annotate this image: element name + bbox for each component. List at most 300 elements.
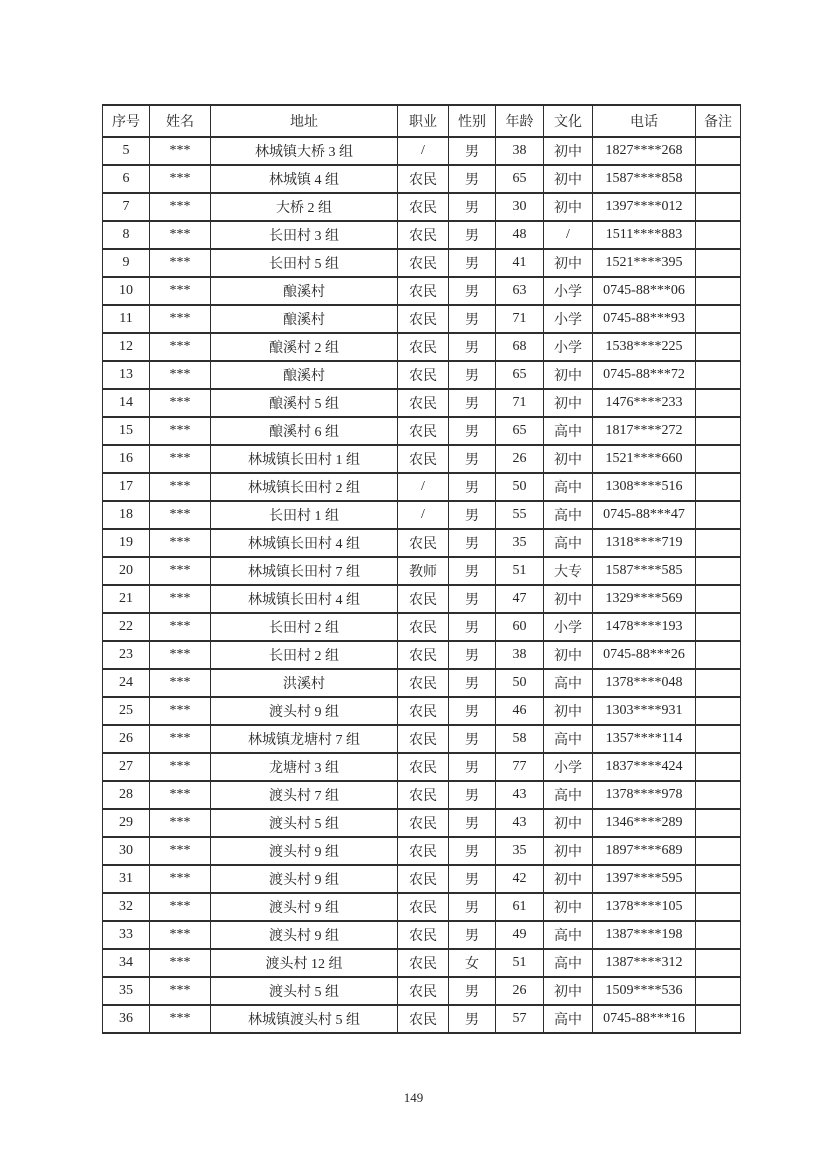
table-cell: [696, 333, 741, 361]
table-cell: /: [398, 501, 449, 529]
table-cell: 农民: [398, 221, 449, 249]
table-cell: 58: [496, 725, 544, 753]
table-row: [103, 165, 741, 193]
table-cell: [696, 949, 741, 977]
table-cell: 农民: [398, 949, 449, 977]
table-cell: 36: [103, 1005, 150, 1033]
table-cell: 18: [103, 501, 150, 529]
table-cell: 酿溪村 2 组: [211, 333, 398, 361]
table-cell: [696, 781, 741, 809]
table-row: [103, 977, 741, 1005]
table-header-cell: 地址: [211, 105, 398, 137]
table-row: [103, 445, 741, 473]
table-cell: 高中: [544, 1005, 593, 1033]
table-cell: 高中: [544, 725, 593, 753]
table-cell: 1817****272: [593, 417, 696, 445]
table-row: [103, 137, 741, 165]
table-row: [103, 249, 741, 277]
table-cell: 49: [496, 921, 544, 949]
table-cell: 38: [496, 641, 544, 669]
table-row: [103, 725, 741, 753]
table-cell: 1329****569: [593, 585, 696, 613]
table-cell: 女: [449, 949, 496, 977]
table-cell: 高中: [544, 501, 593, 529]
table-cell: 20: [103, 557, 150, 585]
table-cell: 25: [103, 697, 150, 725]
table-row: [103, 585, 741, 613]
table-cell: ***: [150, 669, 211, 697]
table-cell: 小学: [544, 753, 593, 781]
table-cell: 酿溪村: [211, 305, 398, 333]
table-row: [103, 753, 741, 781]
table-cell: 男: [449, 389, 496, 417]
table-cell: 长田村 2 组: [211, 641, 398, 669]
table-cell: 63: [496, 277, 544, 305]
table-cell: 初中: [544, 249, 593, 277]
table-cell: 9: [103, 249, 150, 277]
table-cell: 男: [449, 221, 496, 249]
table-cell: ***: [150, 417, 211, 445]
table-cell: ***: [150, 753, 211, 781]
table-cell: 48: [496, 221, 544, 249]
table-cell: 35: [496, 837, 544, 865]
table-cell: 1318****719: [593, 529, 696, 557]
table-cell: 1378****048: [593, 669, 696, 697]
table-cell: ***: [150, 277, 211, 305]
table-cell: 男: [449, 725, 496, 753]
table-cell: [696, 193, 741, 221]
table-cell: 65: [496, 165, 544, 193]
table-cell: 男: [449, 1005, 496, 1033]
table-row: [103, 837, 741, 865]
table-row: [103, 949, 741, 977]
table-cell: [696, 165, 741, 193]
table-cell: 酿溪村 5 组: [211, 389, 398, 417]
table-cell: 1538****225: [593, 333, 696, 361]
table-row: [103, 501, 741, 529]
table-header-cell: 年龄: [496, 105, 544, 137]
table-cell: 男: [449, 641, 496, 669]
table-cell: 农民: [398, 697, 449, 725]
table-cell: [696, 501, 741, 529]
table-cell: 男: [449, 529, 496, 557]
table-cell: 农民: [398, 529, 449, 557]
table-cell: 高中: [544, 669, 593, 697]
table-cell: 1521****660: [593, 445, 696, 473]
table-cell: ***: [150, 333, 211, 361]
table-cell: 农民: [398, 1005, 449, 1033]
table-cell: 77: [496, 753, 544, 781]
table-cell: 小学: [544, 305, 593, 333]
table-cell: 41: [496, 249, 544, 277]
table-cell: ***: [150, 501, 211, 529]
table-cell: ***: [150, 837, 211, 865]
table-cell: 农民: [398, 445, 449, 473]
table-cell: 男: [449, 193, 496, 221]
table-cell: 农民: [398, 389, 449, 417]
table-cell: 初中: [544, 865, 593, 893]
table-cell: 0745-88***06: [593, 277, 696, 305]
table-row: [103, 417, 741, 445]
table-cell: 渡头村 5 组: [211, 977, 398, 1005]
table-cell: 男: [449, 921, 496, 949]
table-cell: 长田村 5 组: [211, 249, 398, 277]
table-cell: [696, 473, 741, 501]
table-cell: [696, 221, 741, 249]
table-row: [103, 473, 741, 501]
table-cell: 林城镇长田村 7 组: [211, 557, 398, 585]
table-cell: [696, 249, 741, 277]
table-cell: [696, 389, 741, 417]
table-cell: 男: [449, 893, 496, 921]
table-cell: [696, 809, 741, 837]
table-cell: 初中: [544, 977, 593, 1005]
table-cell: [696, 585, 741, 613]
table-cell: 渡头村 9 组: [211, 921, 398, 949]
table-cell: /: [398, 473, 449, 501]
table-cell: 渡头村 9 组: [211, 837, 398, 865]
table-cell: 男: [449, 165, 496, 193]
table-cell: 43: [496, 781, 544, 809]
table-cell: 初中: [544, 137, 593, 165]
table-cell: 68: [496, 333, 544, 361]
table-cell: 57: [496, 1005, 544, 1033]
table-cell: 男: [449, 249, 496, 277]
table-cell: 酿溪村: [211, 277, 398, 305]
table-cell: 男: [449, 753, 496, 781]
table-cell: 1378****978: [593, 781, 696, 809]
table-cell: 农民: [398, 921, 449, 949]
table-cell: ***: [150, 473, 211, 501]
table-cell: 10: [103, 277, 150, 305]
table-cell: 29: [103, 809, 150, 837]
table-cell: 农民: [398, 837, 449, 865]
table-row: [103, 529, 741, 557]
table-row: [103, 1005, 741, 1033]
table-cell: 0745-88***93: [593, 305, 696, 333]
table-cell: [696, 893, 741, 921]
table-cell: 男: [449, 613, 496, 641]
table-header-cell: 备注: [696, 105, 741, 137]
table-cell: [696, 305, 741, 333]
table-cell: ***: [150, 865, 211, 893]
table-cell: [696, 921, 741, 949]
table-cell: 13: [103, 361, 150, 389]
table-cell: 林城镇渡头村 5 组: [211, 1005, 398, 1033]
table-cell: 长田村 3 组: [211, 221, 398, 249]
table-cell: ***: [150, 809, 211, 837]
table-cell: 0745-88***47: [593, 501, 696, 529]
table-cell: ***: [150, 725, 211, 753]
table-cell: 渡头村 12 组: [211, 949, 398, 977]
table-row: [103, 697, 741, 725]
table-cell: 12: [103, 333, 150, 361]
table-cell: [696, 613, 741, 641]
table-cell: 教师: [398, 557, 449, 585]
table-row: [103, 193, 741, 221]
table-cell: 高中: [544, 473, 593, 501]
table-cell: 1387****312: [593, 949, 696, 977]
table-cell: [696, 725, 741, 753]
table-cell: 55: [496, 501, 544, 529]
table-cell: ***: [150, 1005, 211, 1033]
table-cell: 男: [449, 501, 496, 529]
table-cell: 1509****536: [593, 977, 696, 1005]
table-cell: 农民: [398, 249, 449, 277]
table-cell: 小学: [544, 277, 593, 305]
table-cell: /: [544, 221, 593, 249]
table-cell: ***: [150, 361, 211, 389]
table-cell: 林城镇长田村 4 组: [211, 529, 398, 557]
table-cell: 男: [449, 137, 496, 165]
table-row: [103, 305, 741, 333]
table-cell: 26: [496, 445, 544, 473]
table-cell: 男: [449, 585, 496, 613]
table-cell: ***: [150, 305, 211, 333]
table-header-cell: 性别: [449, 105, 496, 137]
table-cell: ***: [150, 221, 211, 249]
table-cell: ***: [150, 641, 211, 669]
table-cell: 50: [496, 473, 544, 501]
table-cell: 0745-88***26: [593, 641, 696, 669]
table-cell: 林城镇大桥 3 组: [211, 137, 398, 165]
table-cell: 农民: [398, 669, 449, 697]
table-cell: 初中: [544, 389, 593, 417]
table-cell: 小学: [544, 613, 593, 641]
page-number: 149: [403, 1090, 424, 1105]
table-cell: /: [398, 137, 449, 165]
table-cell: [696, 417, 741, 445]
table-cell: 初中: [544, 809, 593, 837]
table-cell: 43: [496, 809, 544, 837]
table-cell: [696, 977, 741, 1005]
table-cell: 渡头村 7 组: [211, 781, 398, 809]
table-cell: 农民: [398, 893, 449, 921]
table-cell: 1587****858: [593, 165, 696, 193]
table-cell: 1587****585: [593, 557, 696, 585]
table-cell: 男: [449, 417, 496, 445]
table-cell: 男: [449, 305, 496, 333]
table-cell: 高中: [544, 417, 593, 445]
table-cell: 51: [496, 949, 544, 977]
table-cell: 农民: [398, 865, 449, 893]
table-cell: 65: [496, 361, 544, 389]
table-cell: 男: [449, 669, 496, 697]
table-cell: 男: [449, 837, 496, 865]
table-cell: ***: [150, 613, 211, 641]
table-cell: ***: [150, 193, 211, 221]
table-cell: ***: [150, 893, 211, 921]
table-cell: 男: [449, 977, 496, 1005]
table-cell: 农民: [398, 305, 449, 333]
table-cell: 19: [103, 529, 150, 557]
table-cell: 60: [496, 613, 544, 641]
table-cell: 男: [449, 557, 496, 585]
table-cell: 1346****289: [593, 809, 696, 837]
table-cell: 42: [496, 865, 544, 893]
table-cell: 初中: [544, 165, 593, 193]
table-cell: 初中: [544, 697, 593, 725]
table-cell: 洪溪村: [211, 669, 398, 697]
table-cell: 35: [496, 529, 544, 557]
table-cell: 大桥 2 组: [211, 193, 398, 221]
table-cell: [696, 361, 741, 389]
table-cell: 初中: [544, 585, 593, 613]
table-cell: 8: [103, 221, 150, 249]
table-cell: ***: [150, 389, 211, 417]
table-cell: 24: [103, 669, 150, 697]
table-cell: ***: [150, 529, 211, 557]
table-cell: 0745-88***16: [593, 1005, 696, 1033]
table-cell: 51: [496, 557, 544, 585]
table-cell: 23: [103, 641, 150, 669]
table-cell: 1478****193: [593, 613, 696, 641]
table-cell: [696, 669, 741, 697]
table-cell: ***: [150, 977, 211, 1005]
contact-roster-table: [102, 104, 741, 1034]
table-row: [103, 557, 741, 585]
table-cell: 酿溪村: [211, 361, 398, 389]
table-cell: 38: [496, 137, 544, 165]
table-cell: 渡头村 9 组: [211, 865, 398, 893]
table-cell: 31: [103, 865, 150, 893]
table-cell: 1378****105: [593, 893, 696, 921]
table-cell: 1837****424: [593, 753, 696, 781]
table-cell: ***: [150, 445, 211, 473]
table-cell: 农民: [398, 809, 449, 837]
table-cell: 15: [103, 417, 150, 445]
table-cell: 1476****233: [593, 389, 696, 417]
table-cell: 1303****931: [593, 697, 696, 725]
table-cell: 30: [103, 837, 150, 865]
table-cell: 46: [496, 697, 544, 725]
table-row: [103, 641, 741, 669]
table-cell: 农民: [398, 417, 449, 445]
table-cell: 初中: [544, 837, 593, 865]
table-cell: 0745-88***72: [593, 361, 696, 389]
table-header-cell: 职业: [398, 105, 449, 137]
table-cell: 长田村 2 组: [211, 613, 398, 641]
table-cell: 21: [103, 585, 150, 613]
table-cell: 大专: [544, 557, 593, 585]
table-cell: 高中: [544, 921, 593, 949]
table-cell: 1387****198: [593, 921, 696, 949]
table-row: [103, 389, 741, 417]
table-cell: 林城镇长田村 1 组: [211, 445, 398, 473]
table-cell: 男: [449, 277, 496, 305]
table-cell: 1521****395: [593, 249, 696, 277]
table-cell: 男: [449, 809, 496, 837]
table-cell: 男: [449, 473, 496, 501]
table-cell: ***: [150, 557, 211, 585]
table-cell: 农民: [398, 977, 449, 1005]
table-cell: 渡头村 9 组: [211, 697, 398, 725]
table-row: [103, 921, 741, 949]
table-cell: 14: [103, 389, 150, 417]
table-cell: 50: [496, 669, 544, 697]
table-cell: 农民: [398, 753, 449, 781]
table-cell: 1357****114: [593, 725, 696, 753]
table-cell: 65: [496, 417, 544, 445]
table-cell: 61: [496, 893, 544, 921]
table-cell: 小学: [544, 333, 593, 361]
table-cell: ***: [150, 585, 211, 613]
table-cell: 5: [103, 137, 150, 165]
table-cell: 初中: [544, 193, 593, 221]
table-cell: 高中: [544, 781, 593, 809]
table-cell: 渡头村 9 组: [211, 893, 398, 921]
table-cell: 农民: [398, 725, 449, 753]
table-row: [103, 277, 741, 305]
table-cell: ***: [150, 781, 211, 809]
table-cell: 26: [103, 725, 150, 753]
table-cell: 22: [103, 613, 150, 641]
table-cell: 34: [103, 949, 150, 977]
table-cell: 龙塘村 3 组: [211, 753, 398, 781]
table-cell: 47: [496, 585, 544, 613]
table-cell: 71: [496, 389, 544, 417]
table-header-cell: 电话: [593, 105, 696, 137]
table-cell: 初中: [544, 445, 593, 473]
table-cell: 高中: [544, 949, 593, 977]
table-cell: 1827****268: [593, 137, 696, 165]
table-cell: 农民: [398, 641, 449, 669]
table-row: [103, 781, 741, 809]
table-cell: [696, 277, 741, 305]
table-cell: [696, 137, 741, 165]
table-cell: 1308****516: [593, 473, 696, 501]
table-cell: 1397****595: [593, 865, 696, 893]
table-cell: 33: [103, 921, 150, 949]
table-cell: 男: [449, 445, 496, 473]
table-cell: 农民: [398, 277, 449, 305]
table-cell: 农民: [398, 165, 449, 193]
table-cell: [696, 529, 741, 557]
table-cell: [696, 837, 741, 865]
table-cell: 1397****012: [593, 193, 696, 221]
table-cell: 27: [103, 753, 150, 781]
table-header-cell: 序号: [103, 105, 150, 137]
table-cell: 1511****883: [593, 221, 696, 249]
table-cell: 农民: [398, 193, 449, 221]
table-cell: 71: [496, 305, 544, 333]
table-cell: 农民: [398, 613, 449, 641]
table-row: [103, 893, 741, 921]
table-cell: 农民: [398, 333, 449, 361]
table-header-cell: 文化: [544, 105, 593, 137]
table-cell: 17: [103, 473, 150, 501]
table-cell: ***: [150, 921, 211, 949]
table-cell: ***: [150, 137, 211, 165]
table-cell: 11: [103, 305, 150, 333]
table-cell: [696, 865, 741, 893]
table-cell: 16: [103, 445, 150, 473]
table-cell: 男: [449, 697, 496, 725]
table-cell: 初中: [544, 641, 593, 669]
table-cell: 农民: [398, 781, 449, 809]
table-cell: 初中: [544, 893, 593, 921]
table-cell: [696, 753, 741, 781]
table-cell: [696, 557, 741, 585]
table-cell: ***: [150, 697, 211, 725]
table-cell: 7: [103, 193, 150, 221]
table-cell: 林城镇长田村 4 组: [211, 585, 398, 613]
table-cell: 32: [103, 893, 150, 921]
table-cell: 酿溪村 6 组: [211, 417, 398, 445]
table-cell: 渡头村 5 组: [211, 809, 398, 837]
table-row: [103, 333, 741, 361]
table-cell: 长田村 1 组: [211, 501, 398, 529]
